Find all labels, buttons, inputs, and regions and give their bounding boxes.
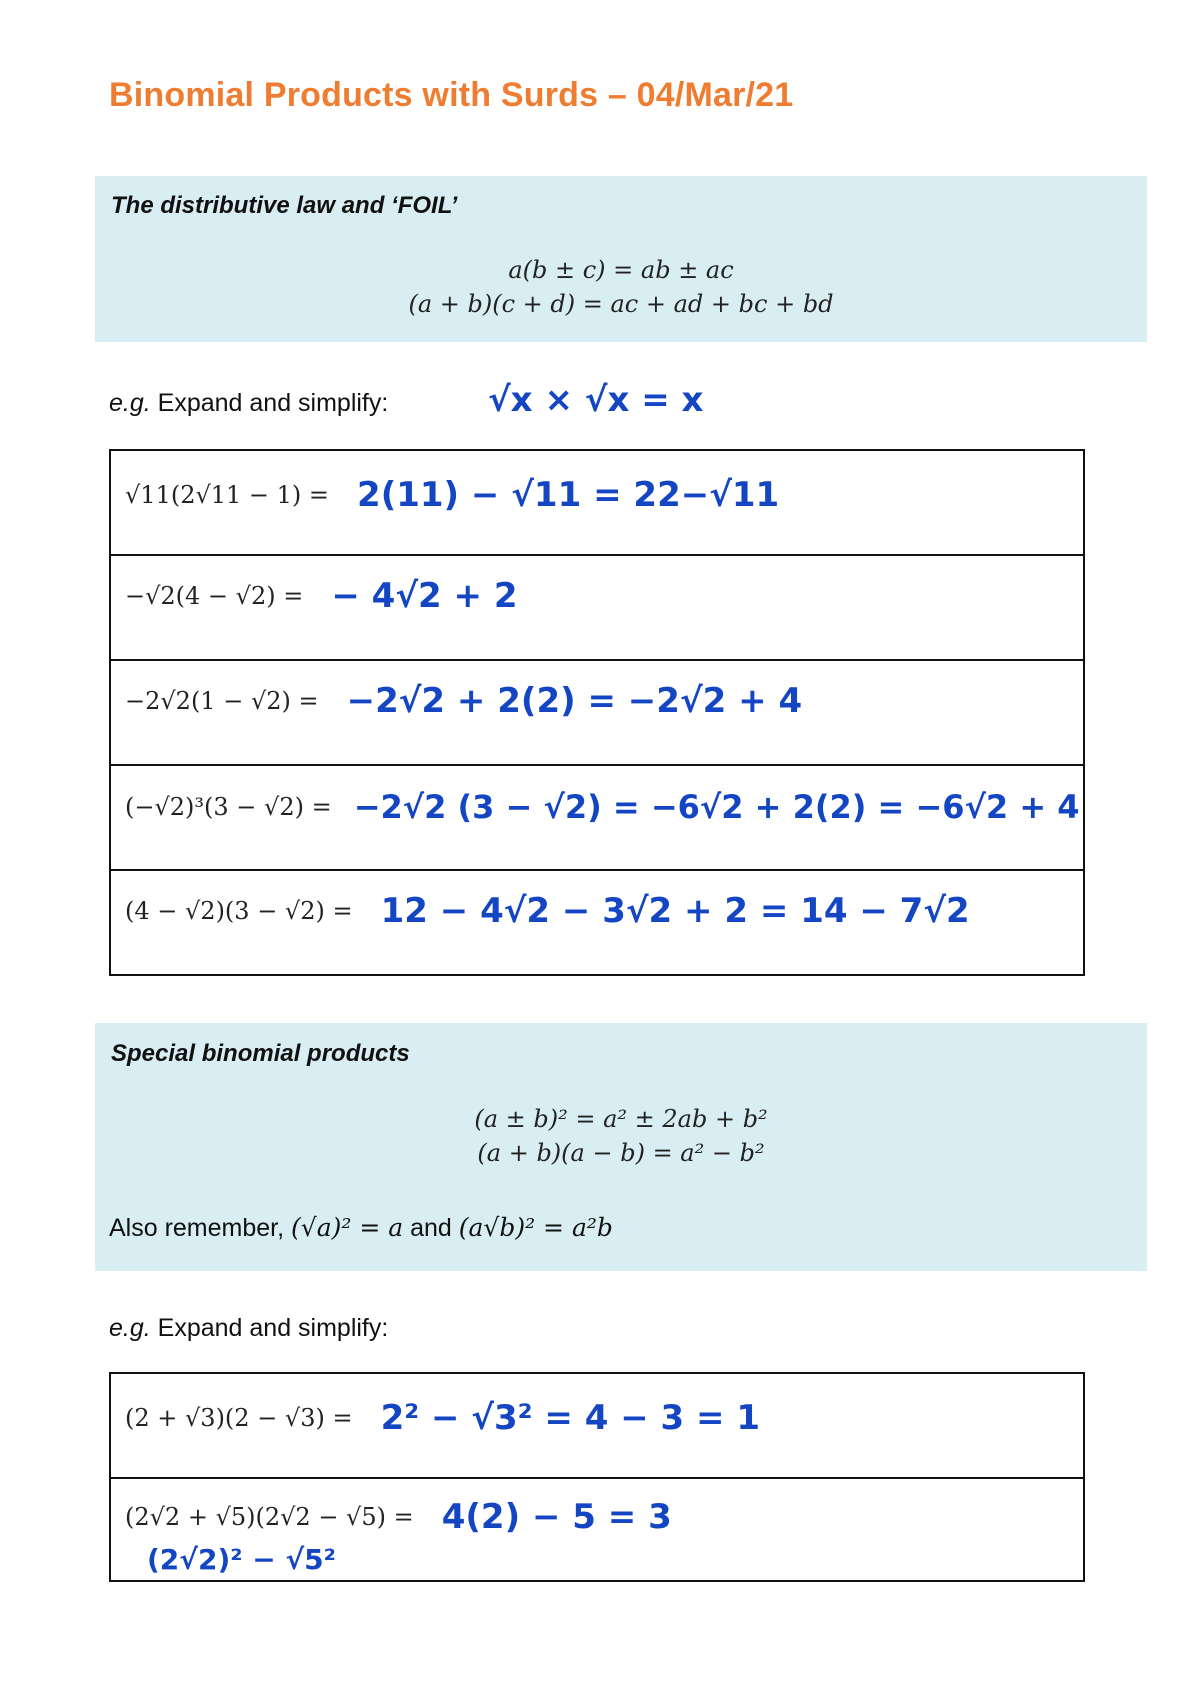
table-row — [110, 660, 1084, 765]
table-row — [110, 1373, 1084, 1478]
table-row — [110, 450, 1084, 555]
formula-difference-of-squares: (a + b)(a − b) = a² − b² — [477, 1139, 765, 1167]
table-row — [110, 1478, 1084, 1581]
remember-note: Also remember, (√a)² = a and (a√b)² = a²b — [109, 1213, 613, 1242]
handwritten-answer: −2√2 + 2(2) = −2√2 + 4 — [346, 681, 803, 721]
formula-distributive: a(b ± c) = ab ± ac — [508, 256, 734, 284]
question: (2 + √3)(2 − √3) = — [125, 1404, 353, 1432]
formula-perfect-square: (a ± b)² = a² ± 2ab + b² — [474, 1105, 768, 1133]
example-table-1 — [109, 449, 1085, 976]
question: −2√2(1 − √2) = — [125, 687, 319, 715]
handwritten-note: √x × √x = x — [488, 380, 704, 420]
example-table-2 — [109, 1372, 1085, 1582]
question: (−√2)³(3 − √2) = — [125, 793, 332, 821]
table-row — [110, 765, 1084, 870]
handwritten-working: (2√2)² − √5² — [147, 1543, 336, 1576]
formula-foil: (a + b)(c + d) = ac + ad + bc + bd — [408, 290, 834, 318]
table-row — [110, 555, 1084, 660]
handwritten-answer: −2√2 (3 − √2) = −6√2 + 2(2) = −6√2 + 4 — [353, 788, 1080, 826]
section-heading: The distributive law and ‘FOIL’ — [111, 192, 458, 219]
question: (2√2 + √5)(2√2 − √5) = — [125, 1503, 414, 1531]
handwritten-answer: 12 − 4√2 − 3√2 + 2 = 14 − 7√2 — [380, 891, 970, 931]
example-prompt: e.g. Expand and simplify: — [109, 1314, 389, 1342]
table-row — [110, 870, 1084, 975]
page-title: Binomial Products with Surds – 04/Mar/21 — [109, 76, 794, 114]
question: (4 − √2)(3 − √2) = — [125, 897, 353, 925]
handwritten-answer: 2² − √3² = 4 − 3 = 1 — [380, 1398, 760, 1438]
distributive-law-box — [95, 176, 1147, 342]
handwritten-answer: − 4√2 + 2 — [331, 576, 518, 616]
question: −√2(4 − √2) = — [125, 582, 304, 610]
question: √11(2√11 − 1) = — [125, 481, 330, 509]
section-heading: Special binomial products — [111, 1040, 410, 1067]
handwritten-answer: 2(11) − √11 = 22−√11 — [357, 475, 780, 515]
special-products-box — [95, 1023, 1147, 1271]
handwritten-answer: 4(2) − 5 = 3 — [441, 1497, 672, 1537]
example-prompt: e.g. Expand and simplify: — [109, 389, 389, 417]
